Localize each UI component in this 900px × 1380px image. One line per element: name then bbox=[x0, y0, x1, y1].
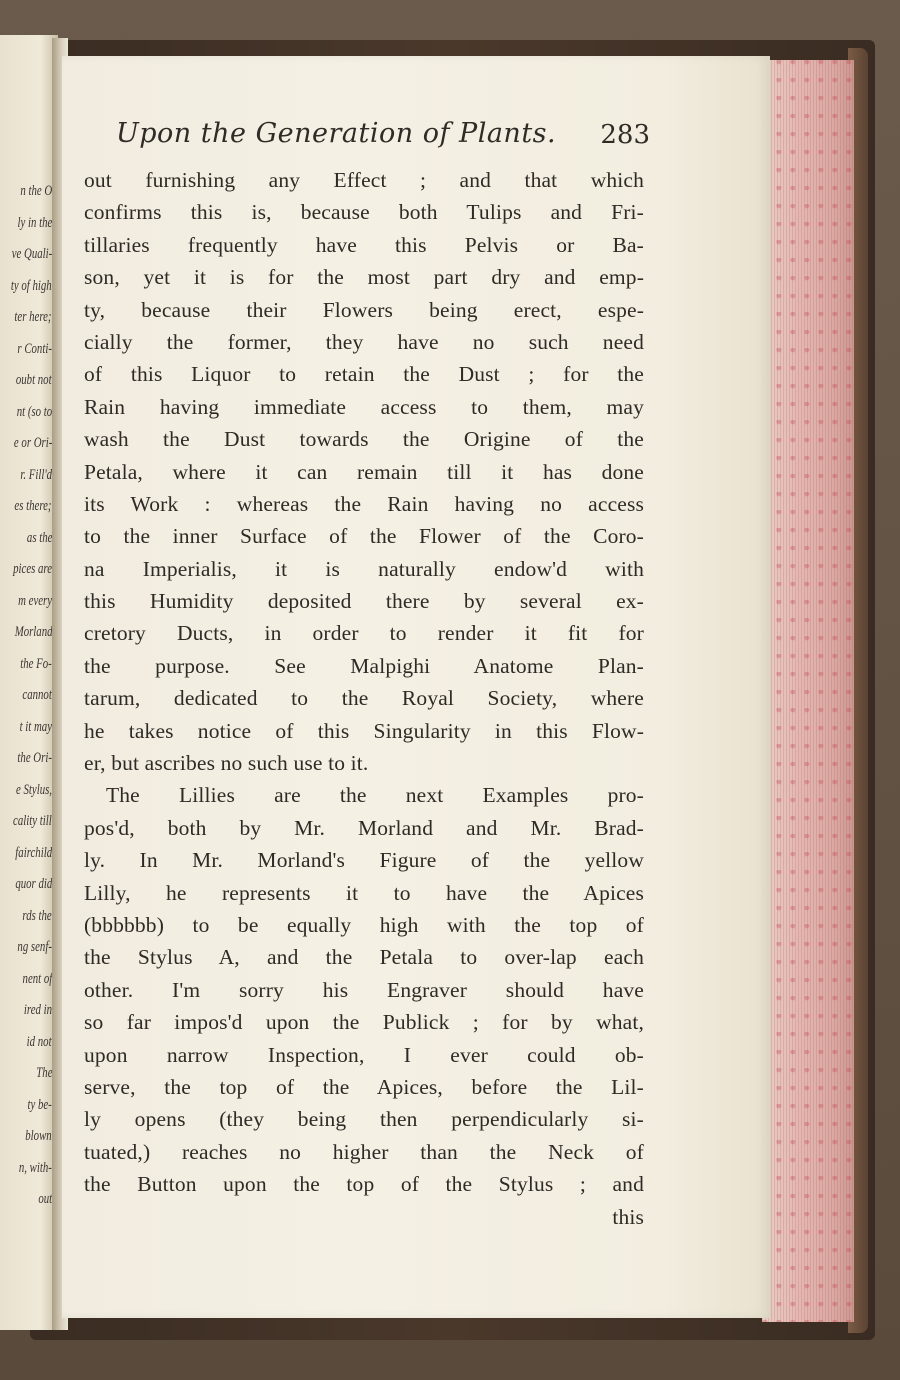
text-line: so far impos'd upon the Publick ; for by what, bbox=[84, 1010, 644, 1035]
text-line: upon narrow Inspection, I ever could ob- bbox=[84, 1042, 644, 1067]
facing-page-fragment: n, with- bbox=[18, 1159, 52, 1176]
text-line: cretory Ducts, in order to render it fit for bbox=[84, 621, 644, 646]
facing-page-fragment: r Conti- bbox=[17, 340, 52, 357]
text-line: tuated,) reaches no higher than the Neck of bbox=[84, 1139, 644, 1164]
text-line: (bbbbbb) to be equally high with the top of bbox=[84, 912, 644, 937]
facing-page-fragment: ty of high bbox=[11, 277, 52, 294]
facing-page-fragment: n the O bbox=[20, 183, 52, 199]
body-text bbox=[84, 164, 644, 1233]
facing-page-fragment: ng senf- bbox=[17, 939, 52, 955]
text-line: Rain having immediate access to them, may bbox=[84, 394, 644, 419]
facing-page-fragment: cality till bbox=[13, 813, 52, 829]
facing-page-fragment: ired in bbox=[23, 1002, 52, 1018]
text-line: tillaries frequently have this Pelvis or Ba- bbox=[84, 232, 644, 257]
text-line: the purpose. See Malpighi Anatome Plan- bbox=[84, 653, 644, 678]
facing-page-fragment: the Ori- bbox=[17, 750, 52, 766]
text-line: this Humidity deposited there by several ex- bbox=[84, 589, 644, 614]
facing-page-fragment: e or Ori- bbox=[13, 435, 52, 451]
text-line: Lilly, he represents it to have the Apices bbox=[84, 880, 644, 905]
facing-page-fragment: Morland bbox=[14, 624, 52, 640]
facing-page-fragment: nent of bbox=[22, 970, 52, 987]
text-line: to the inner Surface of the Flower of the Coro- bbox=[84, 524, 644, 549]
text-line: other. I'm sorry his Engraver should have bbox=[84, 977, 644, 1002]
text-line: serve, the top of the Apices, before the Lil- bbox=[84, 1074, 644, 1099]
text-line: cially the former, they have no such need bbox=[84, 329, 644, 354]
facing-page-fragment: m every bbox=[18, 592, 52, 609]
facing-page-fragment: fairchild bbox=[15, 844, 52, 861]
facing-page-fragment: r. Fill'd bbox=[20, 466, 52, 483]
text-line: ly opens (they being then perpendicularly si- bbox=[84, 1107, 644, 1132]
page-header bbox=[84, 118, 650, 164]
facing-page-fragment: rds the bbox=[22, 907, 52, 924]
text-line: wash the Dust towards the Origine of the bbox=[84, 427, 644, 452]
facing-page-fragment: as the bbox=[26, 529, 52, 546]
text-line: Petala, where it can remain till it has done bbox=[84, 459, 644, 484]
facing-page-fragment: quor did bbox=[15, 876, 52, 892]
facing-page-fragment: e Stylus, bbox=[16, 781, 52, 798]
facing-page-fragment: blown bbox=[25, 1128, 52, 1144]
facing-page-fragment: id not bbox=[27, 1033, 52, 1050]
text-line: of this Liquor to retain the Dust ; for the bbox=[84, 362, 644, 387]
page-fore-edge bbox=[762, 60, 854, 1322]
facing-page-fragment: out bbox=[38, 1191, 52, 1207]
text-line: er, but ascribes no such use to it. bbox=[84, 751, 369, 776]
page-number: 283 bbox=[600, 120, 650, 150]
text-line: he takes notice of this Singularity in this Flow- bbox=[84, 718, 644, 743]
text-line: the Stylus A, and the Petala to over-lap each bbox=[84, 945, 644, 970]
text-line: confirms this is, because both Tulips and Fri- bbox=[84, 200, 644, 225]
facing-page-fragment: t it may bbox=[19, 718, 52, 735]
facing-page-fragment: ty be- bbox=[27, 1096, 52, 1113]
text-line: pos'd, both by Mr. Morland and Mr. Brad- bbox=[84, 815, 644, 840]
facing-page-fragment: oubt not bbox=[16, 372, 52, 388]
facing-page-fragment: the Fo- bbox=[20, 655, 52, 672]
facing-page-fragment: nt (so to bbox=[16, 403, 52, 420]
facing-page-fragment: The bbox=[35, 1065, 52, 1081]
facing-page-edge bbox=[0, 35, 58, 1330]
facing-page-fragment: ly in the bbox=[17, 214, 52, 231]
text-line: the Button upon the top of the Stylus ; and bbox=[84, 1172, 644, 1197]
text-line: The Lillies are the next Examples pro- bbox=[106, 783, 644, 808]
running-head: Upon the Generation of Plants. bbox=[116, 118, 557, 149]
facing-page-fragment: cannot bbox=[22, 687, 52, 703]
text-line: ly. In Mr. Morland's Figure of the yellow bbox=[84, 848, 644, 873]
text-line: its Work : whereas the Rain having no access bbox=[84, 491, 644, 516]
page-text bbox=[84, 118, 650, 1233]
facing-page-fragment: es there; bbox=[14, 498, 52, 514]
catchword: this bbox=[612, 1204, 644, 1229]
text-line: son, yet it is for the most part dry and emp- bbox=[84, 265, 644, 290]
text-line: na Imperialis, it is naturally endow'd with bbox=[84, 556, 644, 581]
facing-page-fragment: ve Quali- bbox=[11, 246, 52, 262]
facing-page-fragment: ter here; bbox=[14, 309, 52, 325]
text-line: out furnishing any Effect ; and that which bbox=[84, 168, 644, 192]
text-line: tarum, dedicated to the Royal Society, where bbox=[84, 686, 644, 711]
facing-page-fragment: pices are bbox=[13, 561, 52, 577]
text-line: ty, because their Flowers being erect, espe- bbox=[84, 297, 644, 322]
